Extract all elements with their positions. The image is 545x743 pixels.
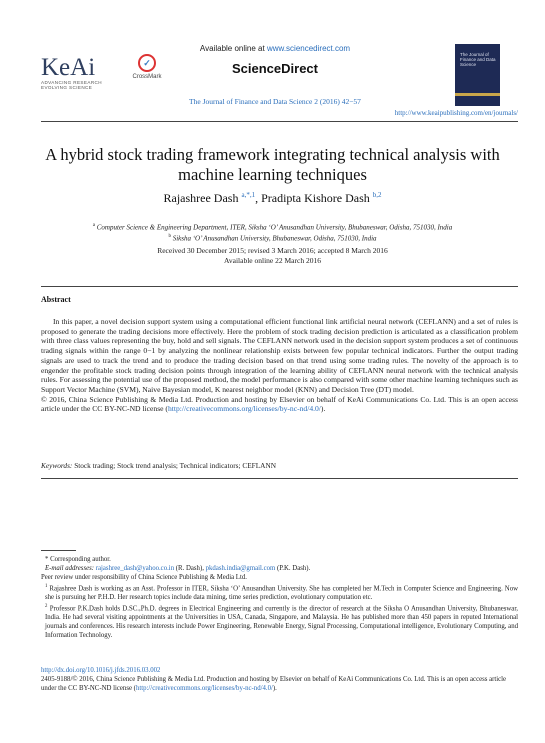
doi-link[interactable]: http://dx.doi.org/10.1016/j.jfds.2016.03.002 — [41, 667, 161, 674]
article-title — [30, 145, 515, 185]
abstract-heading: Abstract — [41, 295, 71, 304]
keai-tagline-1: ADVANCING RESEARCH — [41, 80, 102, 85]
email-link-1[interactable]: rajashree_dash@yahoo.co.in — [95, 564, 175, 572]
crossmark-label: CrossMark — [132, 74, 162, 80]
author-name: Pradipta Kishore Dash — [261, 191, 370, 205]
footnote-1: $^1$ Rajashree Dash is working as an Asst. Professor in ITER, Siksha ‘O’ Anusandhan University. She has completed her M.Tech in Computer Science and Engineering. Now she is pursuing her P.H.D. Her research topics include data mining, time series prediction, evolutionary computation etc. — [45, 583, 518, 601]
keai-logo — [41, 56, 111, 90]
journal-reference[interactable]: The Journal of Finance and Data Science 2 (2016) 42−57 — [189, 97, 361, 106]
footnotes — [41, 556, 518, 641]
issn-license-line: 2405-9188/© 2016, China Science Publishing & Media Ltd. Production and hosting by Elsevier on behalf of KeAi Communications Co. Ltd. This is an open access article under the CC BY-NC-ND license (http://creativecommons.org/licenses/by-nc-nd/4.0/). — [41, 675, 507, 692]
author-list: Rajashree Dash $^{a,*,1}$, Pradipta Kishore Dash $^{b,2}$ — [163, 191, 382, 205]
article-title-line-2: machine learning techniques — [178, 165, 367, 184]
header-divider — [41, 121, 518, 122]
keai-tagline-2: EVOLVING SCIENCE — [41, 85, 93, 91]
article-history — [40, 246, 505, 265]
sciencedirect-link[interactable]: www.sciencedirect.com — [266, 44, 351, 53]
abstract-copyright: © 2016, China Science Publishing & Media Ltd. Production and hosting by Elsevier on behalf of KeAi Communications Co. Ltd. This is an open access article under the CC BY-NC-ND license (http://creativecommons.org/licenses/by-nc-nd/4.0/). — [41, 394, 518, 414]
keai-wordmark: KeAi — [41, 54, 96, 81]
page-footer — [41, 667, 518, 694]
keywords-label: Keywords: — [41, 461, 73, 470]
footnote-2: $^2$ Professor P.K.Dash holds D.SC.,Ph.D. degrees in Electrical Engineering and currently is the director of research at the Siksha O Anusandhan University, Bhubaneswar, India. He had several visiting appointments at the Universities in USA, Canada, Singapore, and Malaysia. He has published more than 450 papers in reputed International journals and conferences. His research interests include Power Engineering, Renewable Energy, Signal Processing, Computational intelligence, Evolutionary Computing, and Information Technology. — [45, 603, 519, 639]
footnote-divider — [41, 550, 76, 551]
available-prefix: Available online at — [199, 44, 267, 53]
email-addresses: E-mail addresses: rajashree_dash@yahoo.co.in (R. Dash), pkdash.india@gmail.com (P.K. Dash). — [45, 564, 311, 572]
affiliation-b: $^b$ Siksha ‘O’ Anusandhan University, Bhubaneswar, Odisha, 751030, India — [168, 234, 377, 243]
sciencedirect-brand: ScienceDirect — [232, 61, 318, 76]
affiliations — [40, 221, 505, 244]
footer-license-link[interactable]: http://creativecommons.org/licenses/by-nc-nd/4.0/ — [135, 684, 273, 692]
keywords-divider — [41, 478, 518, 479]
journal-cover-stripe — [455, 93, 500, 96]
keywords-text: Stock trading; Stock trend analysis; Technical indicators; CEFLANN — [74, 461, 276, 470]
journal-cover-image — [455, 44, 500, 106]
journal-cover-title: The Journal of Finance and Data Science — [460, 52, 496, 67]
abstract-top-divider — [41, 286, 518, 287]
journal-homepage-link[interactable]: http://www.keaipublishing.com/en/journals/ — [394, 109, 518, 117]
license-link[interactable]: http://creativecommons.org/licenses/by-nc-nd/4.0/ — [167, 404, 321, 414]
peer-review-note: Peer review under responsibility of China Science Publishing & Media Ltd. — [41, 573, 247, 581]
abstract-body — [41, 317, 518, 414]
received-dates: Received 30 December 2015; revised 3 March 2016; accepted 8 March 2016 — [157, 246, 388, 255]
author-marks[interactable]: a,*,1 — [241, 191, 256, 199]
online-date: Available online 22 March 2016 — [224, 255, 321, 265]
available-online-line — [150, 44, 400, 53]
keywords-line — [41, 461, 518, 470]
email-link-2[interactable]: pkdash.india@gmail.com — [205, 564, 276, 572]
author-name: Rajashree Dash — [163, 191, 239, 205]
abstract-paragraph: In this paper, a novel decision support system using a computational efficient functional link artificial neural network (CEFLANN) and a set of rules is proposed to generate the trading decisions more effectively. Here the problem of stock trading decision prediction is articulated as a classification problem with three class values representing the buy, hold and sell signals. The CEFLANN network used in the decision support system produces a set of continuous trading signals within the range 0−1 by analyzing the nonlinear relationship exists between few popular technical indicators. Further the output trading signals are used to track the trend and to produce the trading decision based on that trend using some trading rules. The novelty of the approach is to engender the profitable stock trading decision points through integration of the learning ability of CEFLANN neural network with the technical analysis rules. For assessing the potential use of the proposed method, the model performance is also compared with some other machine learning techniques such as Support Vector Machine (SVM), Naive Bayesian model, K nearest neighbor model (KNN) and Decision Tree (DT) model. — [41, 317, 518, 394]
affiliation-a: $^a$ Computer Science & Engineering Department, ITER, Siksha ‘O’ Anusandhan University, Bhubaneswar, Odisha, 751030, India — [92, 223, 453, 232]
author-marks[interactable]: b,2 — [372, 191, 382, 199]
article-title-line-1: A hybrid stock trading framework integrating technical analysis with — [45, 145, 500, 164]
crossmark-icon: ✓ — [138, 54, 156, 72]
corresponding-author-note: * Corresponding author. — [45, 556, 111, 563]
